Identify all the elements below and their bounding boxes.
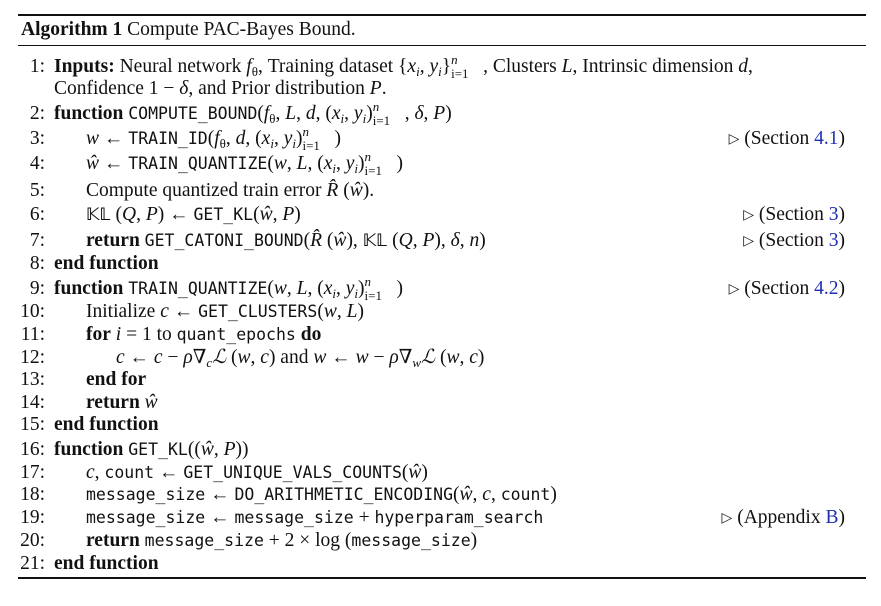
line-number: 16:: [20, 439, 45, 460]
line-content: ŵ ← TRAIN_QUANTIZE(w, L, ($x_i$, $y_i$) n i=1 ): [86, 149, 404, 178]
line-number: 8:: [29, 253, 45, 274]
algorithm-caption: [21, 18, 356, 42]
algorithm-label: Algorithm 1: [21, 19, 123, 40]
bottom-rule: [18, 577, 866, 579]
line-content: Initialize c ← GET_CLUSTERS(w, L): [86, 301, 364, 322]
line-content: function GET_KL((ŵ, P)): [54, 439, 249, 460]
algorithm-line-1: [0, 52, 881, 81]
algorithm-line-17: [0, 462, 881, 484]
line-number: 10:: [20, 301, 45, 322]
section-link[interactable]: 4.2: [814, 278, 839, 299]
section-link[interactable]: 3: [828, 204, 839, 225]
algorithm-line-4: [0, 149, 881, 178]
section-link[interactable]: 4.1: [814, 128, 839, 149]
algorithm-line-12: [0, 347, 881, 369]
line-number: 11:: [20, 324, 45, 345]
algorithm-line-19: [0, 507, 881, 529]
line-number: 7:: [29, 230, 45, 251]
algorithm-line-7: [0, 230, 881, 252]
algorithm-line-21: [0, 553, 881, 575]
line-content: return GET_CATONI_BOUND(R̂ (ŵ), 𝕂𝕃 (Q, P), δ, n): [86, 230, 486, 251]
algorithm-line-15: [0, 414, 881, 436]
line-number: 14:: [20, 392, 45, 413]
line-number: 15:: [20, 414, 45, 435]
line-comment: ▷ (Section 4.1): [728, 128, 845, 149]
algorithm-title: Compute PAC-Bayes Bound.: [127, 19, 356, 40]
caption-rule: [18, 45, 866, 46]
line-content: Confidence 1 − δ, and Prior distribution P.: [54, 78, 387, 99]
line-number: 17:: [20, 462, 45, 483]
line-keyword: return: [86, 530, 140, 551]
line-number: 13:: [20, 369, 45, 390]
line-content: message_size ← DO_ARITHMETIC_ENCODING(ŵ, c, count): [86, 484, 557, 505]
comment-triangle-icon: ▷: [721, 511, 733, 526]
line-number: 19:: [20, 507, 45, 528]
algorithm-line-16: [0, 439, 881, 461]
line-content: c ← $c - \rho\nabla_cℒ$ (w, c) and w ← $w - \rho\nabla_wℒ$ (w, c): [116, 347, 485, 370]
line-content: c, count ← GET_UNIQUE_VALS_COUNTS(ŵ): [86, 462, 428, 483]
comment-triangle-icon: ▷: [728, 282, 740, 297]
algorithm-line-8: [0, 253, 881, 275]
algorithm-line-10: [0, 301, 881, 323]
line-keyword: return: [86, 230, 140, 251]
line-keyword: end function: [54, 553, 159, 574]
algorithm-line-2: [0, 99, 881, 128]
line-keyword: end function: [54, 414, 159, 435]
line-number: 4:: [29, 153, 45, 174]
line-number: 6:: [29, 204, 45, 225]
section-link[interactable]: 3: [828, 230, 839, 251]
line-comment: ▷ (Section 4.2): [728, 278, 845, 299]
line-content: Inputs: Neural network $f_\theta$, Training dataset {$x_i$, $y_i$} n i=1 , Clusters L, Intrinsic dimension d,: [54, 52, 753, 81]
line-keyword: function: [54, 439, 124, 460]
algorithm-line-18: [0, 484, 881, 506]
line-content: w ← $TRAIN\_ID(f_\theta$, d, ($x_i$, $y_i$) n i=1 ): [86, 124, 341, 153]
line-content: return message_size + 2 × log (message_size): [86, 530, 478, 551]
line-keyword-do: do: [300, 324, 322, 345]
line-comment: ▷ (Section 3): [743, 204, 845, 225]
line-content: 𝕂𝕃 (Q, P) ← GET_KL(ŵ, P): [86, 204, 301, 225]
algorithm-line-6: [0, 204, 881, 226]
line-keyword: return: [86, 392, 140, 413]
line-content: Compute quantized train error R̂ (ŵ).: [86, 180, 375, 201]
line-keyword: for: [86, 324, 111, 345]
line-keyword: end for: [86, 369, 147, 390]
algorithm-line-3: [0, 124, 881, 153]
algorithm-line-11: [0, 324, 881, 346]
line-number: 2:: [29, 103, 45, 124]
line-content: function TRAIN_QUANTIZE(w, L, ($x_i$, $y_i$) n i=1 ): [54, 274, 403, 303]
line-content: function $COMPUTE\_BOUND(f_\theta$, L, d, ($x_i$, $y_i$) n i=1 , δ, P): [54, 99, 452, 128]
algorithm-line-13: [0, 369, 881, 391]
comment-triangle-icon: ▷: [728, 132, 740, 147]
line-number: 9:: [29, 278, 45, 299]
line-number: 12:: [20, 347, 45, 368]
line-number: 18:: [20, 484, 45, 505]
line-number: 1:: [29, 56, 45, 77]
algorithm-line-1-continued: [0, 78, 881, 100]
line-comment: ▷ (Section 3): [743, 230, 845, 251]
line-number: 21:: [20, 553, 45, 574]
algorithm-line-14: [0, 392, 881, 414]
line-keyword: function: [54, 103, 124, 124]
line-number: 5:: [29, 180, 45, 201]
line-comment: ▷ (Appendix B): [721, 507, 845, 528]
line-content: for i = 1 to quant_epochs do: [86, 324, 322, 345]
line-keyword: end function: [54, 253, 159, 274]
appendix-link[interactable]: B: [825, 507, 839, 528]
line-number: 3:: [29, 128, 45, 149]
line-keyword: function: [54, 278, 124, 299]
line-content: message_size ← message_size + hyperparam_search: [86, 507, 544, 528]
line-keyword: Inputs:: [54, 56, 115, 77]
algorithm-line-9: [0, 274, 881, 303]
line-number: 20:: [20, 530, 45, 551]
line-content: return ŵ: [86, 392, 158, 413]
comment-triangle-icon: ▷: [743, 234, 755, 249]
algorithm-line-20: [0, 530, 881, 552]
algorithm-line-5: [0, 180, 881, 202]
top-rule: [18, 14, 866, 16]
comment-triangle-icon: ▷: [743, 208, 755, 223]
